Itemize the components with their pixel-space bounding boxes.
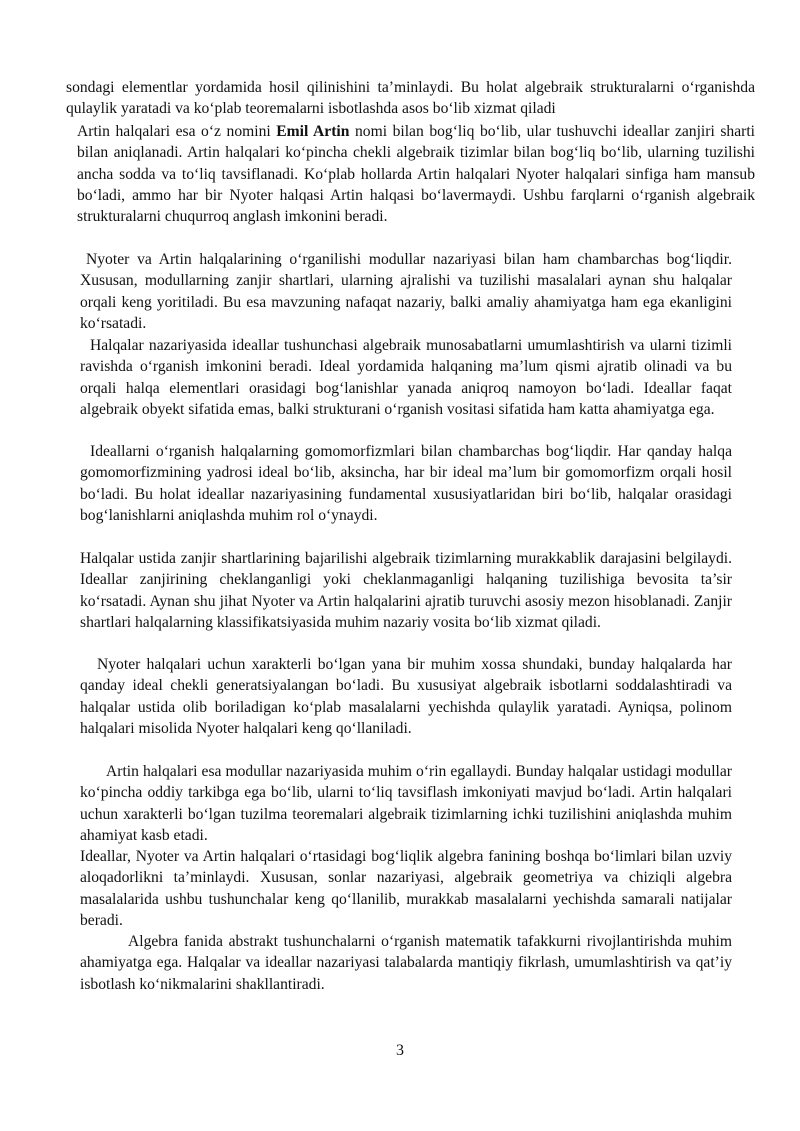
paragraph-chain-conditions: Halqalar ustida zanjir shartlarining bajarilishi algebraik tizimlarning murakkablik darajasini belgilaydi. Ideallar zanjirining cheklanganligi yoki cheklanmaganligi halqaning tuzilishiga bevosita ta’sir ko‘rsatadi. Aynan shu jihat Nyoter va Artin halqalarini ajratib turuvchi asosiy mezon hisoblanadi. Zanjir shartlari halqalarning klassifikatsiyasida muhim nazariy vosita bo‘lib xizmat qiladi. bbox=[80, 550, 732, 631]
emil-artin-name: Emil Artin bbox=[276, 123, 350, 140]
paragraph-artin-modules: Artin halqalari esa modullar nazariyasida muhim o‘rin egallaydi. Bunday halqalar ustidagi modullar ko‘pincha oddiy tarkibga ega bo‘lib, ularni to‘liq tavsiflash imkoniyati mavjud bo‘ladi. Artin halqalari uchun xarakterli bo‘lgan tuzilma teoremalari algebraik tizimlarning ichki tuzilishini aniqlashda muhim ahamiyat kasb etadi. bbox=[80, 763, 732, 844]
paragraph-artin-rings bbox=[77, 121, 755, 227]
paragraph-artin-rings-rest: nomi bilan bog‘liq bo‘lib, ular tushuvchi ideallar zanjiri sharti bilan aniqlanadi. Artin halqalari ko‘pincha chekli algebraik tizimlar bilan bog‘liq bo‘lib, ularning tuzilishi ancha sodda va to‘liq tavsiflanadi. Ko‘plab hollarda Artin halqalari Nyoter halqalari sinfiga ham mansub bo‘ladi, ammo har bir Nyoter halqasi Artin halqasi bo‘lavermaydi. Ushbu farqlarni o‘rganish algebraik strukturalarni chuqurroq anglash imkonini beradi. bbox=[77, 123, 755, 226]
paragraph-noether-property: Nyoter halqalari uchun xarakterli bo‘lgan yana bir muhim xossa shundaki, bunday halqalarda har qanday ideal chekli generatsiyalangan bo‘ladi. Bu xususiyat algebraik isbotlarni soddalashtiradi va halqalar ustida olib boriladigan ko‘plab masalalarni yechishda qulaylik yaratadi. Ayniqsa, polinom halqalari misolida Nyoter halqalari keng qo‘llaniladi. bbox=[80, 656, 732, 737]
paragraph-abstract-thinking: Algebra fanida abstrakt tushunchalarni o‘rganish matematik tafakkurni rivojlantirishda muhim ahamiyatga ega. Halqalar va ideallar nazariyasi talabalarda mantiqiy fikrlash, umumlashtirish va qat’iy isbotlash ko‘nikmalarini shakllantiradi. bbox=[80, 933, 732, 993]
paragraph-continuation: sondagi elementlar yordamida hosil qilinishini ta’minlaydi. Bu holat algebraik strukturalarni o‘rganishda qulaylik yaratadi va ko‘plab teoremalarni isbotlashda asos bo‘lib xizmat qiladi bbox=[66, 79, 755, 118]
paragraph-relations-other-fields: Ideallar, Nyoter va Artin halqalari o‘rtasidagi bog‘liqlik algebra fanining boshqa bo‘limlari bilan uzviy aloqadorlikni ta’minlaydi. Xususan, sonlar nazariyasi, algebraik geometriya va chiziqli algebra masalalarida ushbu tushunchalar keng qo‘llanilib, murakkab masalalarni yechishda samarali natijalar beradi. bbox=[80, 848, 732, 929]
paragraph-homomorphisms: Ideallarni o‘rganish halqalarning gomomorfizmlari bilan chambarchas bog‘liqdir. Har qanday halqa gomomorfizmining yadrosi ideal bo‘lib, aksincha, har bir ideal ma’lum bir gomomorfizm orqali hosil bo‘ladi. Bu holat ideallar nazariyasining fundamental xususiyatlaridan biri bo‘lib, halqalar orasidagi bog‘lanishlarni aniqlashda muhim rol o‘ynaydi. bbox=[80, 443, 732, 524]
page-number: 3 bbox=[396, 1042, 404, 1059]
paragraph-ideals-concept: Halqalar nazariyasida ideallar tushunchasi algebraik munosabatlarni umumlashtirish va ularni tizimli ravishda o‘rganish imkonini beradi. Ideal yordamida halqaning ma’lum qismi ajratib olinadi va bu orqali halqa elementlari orasidagi bog‘lanishlar yanada aniqroq namoyon bo‘ladi. Ideallar faqat algebraik obyekt sifatida emas, balki strukturani o‘rganish vositasi sifatida ham katta ahamiyatga ega. bbox=[80, 337, 732, 418]
paragraph-modules-relation: Nyoter va Artin halqalarining o‘rganilishi modullar nazariyasi bilan ham chambarchas bog‘liqdir. Xususan, modullarning zanjir shartlari, ularning ajralishi va tuzilishi masalalari aynan shu halqalar orqali keng yoritiladi. Bu esa mavzuning nafaqat nazariy, balki amaliy ahamiyatga ham ega ekanligini ko‘rsatadi. bbox=[80, 251, 732, 332]
paragraph-artin-rings-lead: Artin halqalari esa o‘z nomini bbox=[77, 123, 277, 140]
